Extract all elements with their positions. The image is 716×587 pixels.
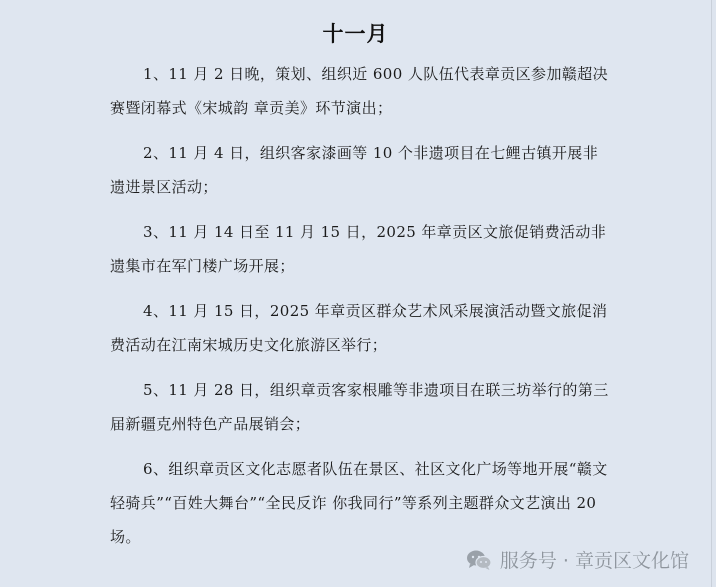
list-item: 4、11 月 15 日，2025 年章贡区群众艺术风采展演活动暨文旅促消费活动在江南宋城历史文化旅游区举行； — [110, 302, 608, 354]
list-item: 6、组织章贡区文化志愿者队伍在景区、社区文化广场等地开展“赣文轻骑兵”“百姓大舞台”“全民反诈 你我同行”等系列主题群众文艺演出 20 场。 — [110, 460, 608, 546]
watermark — [466, 546, 689, 573]
list-item: 2、11 月 4 日，组织客家漆画等 10 个非遗项目在七鲤古镇开展非遗进景区活动； — [110, 144, 599, 196]
list-item: 3、11 月 14 日至 11 月 15 日，2025 年章贡区文旅促销费活动非遗集市在军门楼广场开展； — [110, 223, 607, 275]
item-list — [110, 57, 610, 565]
wechat-icon — [466, 549, 492, 571]
watermark-label: 服务号 · 章贡区文化馆 — [499, 550, 689, 572]
list-item: 1、11 月 2 日晚，策划、组织近 600 人队伍代表章贡区参加赣超决赛暨闭幕式《宋城韵 章贡美》环节演出； — [110, 65, 609, 117]
page-title: 十一月 — [322, 21, 389, 46]
list-item: 5、11 月 28 日，组织章贡客家根雕等非遗项目在联三坊举行的第三届新疆克州特色产品展销会； — [110, 381, 609, 433]
